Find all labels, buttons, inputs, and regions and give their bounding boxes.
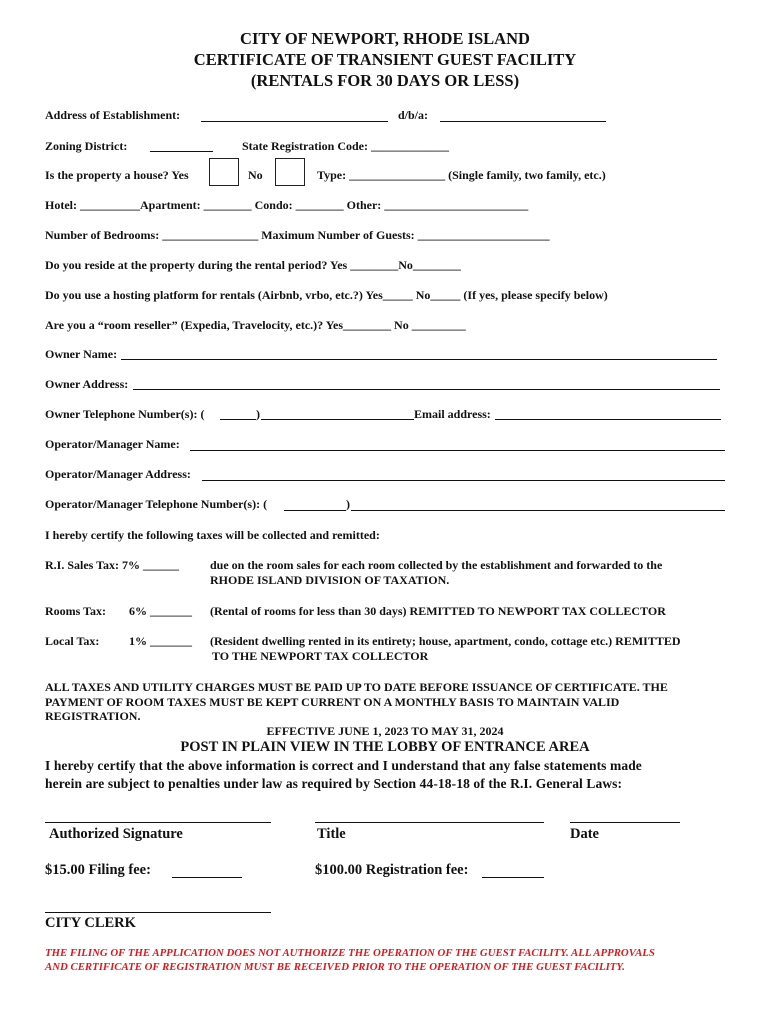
property-category-line[interactable]: Hotel: __________Apartment: ________ Condo: ________ Other: ________________________ [45,198,529,212]
owner-name-label: Owner Name: [45,347,118,361]
hosting-platform-question[interactable]: Do you use a hosting platform for rentals (Airbnb, vrbo, etc.?) Yes_____ No_____ (If yes, please specify below) [45,288,608,302]
date-line[interactable] [570,822,680,823]
zoning-label: Zoning District: [45,139,128,153]
house-no-label: No [248,168,263,182]
title-certificate: CERTIFICATE OF TRANSIENT GUEST FACILITY [193,50,577,69]
operator-phone-field[interactable] [351,510,725,511]
dba-field[interactable] [440,121,606,122]
authorized-signature-label: Authorized Signature [49,826,183,842]
email-label: Email address: [414,407,491,421]
taxes-intro: I hereby certify the following taxes will be collected and remitted: [45,528,380,542]
local-tax-label: Local Tax: [45,634,100,648]
owner-phone-paren: ) [256,407,260,421]
filing-fee-field[interactable] [172,877,242,878]
certify-line-2: herein are subject to penalties under law as required by Section 44-18-18 of the R.I. General Laws: [45,776,623,791]
address-field[interactable] [201,121,388,122]
owner-name-field[interactable] [121,359,717,360]
footer-warning-line-2: AND CERTIFICATE OF REGISTRATION MUST BE RECEIVED PRIOR TO THE OPERATION OF THE GUEST FACILITY. [45,961,625,973]
title-line[interactable] [315,822,544,823]
operator-name-label: Operator/Manager Name: [45,437,180,451]
certify-line-1: I hereby certify that the above information is correct and I understand that any false statements made [45,758,642,773]
house-no-checkbox[interactable] [275,158,305,186]
owner-phone-area-code-field[interactable] [220,419,256,420]
local-tax-description-2: TO THE NEWPORT TAX COLLECTOR [212,649,429,663]
effective-dates: EFFECTIVE JUNE 1, 2023 TO MAY 31, 2024 [266,724,504,738]
room-reseller-question[interactable]: Are you a “room reseller” (Expedia, Travelocity, etc.)? Yes________ No _________ [45,318,466,332]
date-label: Date [570,826,599,842]
operator-name-field[interactable] [190,450,725,451]
address-label: Address of Establishment: [45,108,181,122]
sales-tax-description-2: RHODE ISLAND DIVISION OF TAXATION. [210,573,450,587]
dba-label: d/b/a: [398,108,429,122]
email-field[interactable] [495,419,721,420]
owner-address-field[interactable] [133,389,720,390]
post-notice: POST IN PLAIN VIEW IN THE LOBBY OF ENTRANCE AREA [180,739,590,755]
signature-line[interactable] [45,822,271,823]
sales-tax-description-1: due on the room sales for each room collected by the establishment and forwarded to the [210,558,663,572]
registration-fee-label: $100.00 Registration fee: [315,862,469,878]
rooms-tax-rate[interactable]: 6% _______ [129,604,192,618]
title-label: Title [317,826,346,842]
operator-address-field[interactable] [202,480,725,481]
operator-phone-label: Operator/Manager Telephone Number(s): ( [45,497,268,511]
reside-question[interactable]: Do you reside at the property during the rental period? Yes ________No________ [45,258,461,272]
registration-fee-field[interactable] [482,877,544,878]
house-question-label: Is the property a house? Yes [45,168,189,182]
operator-phone-paren: ) [346,497,350,511]
title-rentals: (RENTALS FOR 30 DAYS OR LESS) [250,71,520,90]
owner-phone-field[interactable] [261,419,414,420]
rooms-tax-description: (Rental of rooms for less than 30 days) REMITTED TO NEWPORT TAX COLLECTOR [210,604,666,618]
notice-line-1: ALL TAXES AND UTILITY CHARGES MUST BE PAID UP TO DATE BEFORE ISSUANCE OF CERTIFICATE. THE [45,680,668,694]
sales-tax-label[interactable]: R.I. Sales Tax: 7% ______ [45,558,180,572]
owner-phone-label: Owner Telephone Number(s): ( [45,407,205,421]
type-label: Type: ________________ (Single family, two family, etc.) [317,168,606,182]
notice-line-2: PAYMENT OF ROOM TAXES MUST BE KEPT CURRENT ON A MONTHLY BASIS TO MAINTAIN VALID [45,695,620,709]
state-registration-label: State Registration Code: _____________ [242,139,449,153]
owner-address-label: Owner Address: [45,377,129,391]
bedrooms-guests-line[interactable]: Number of Bedrooms: ________________ Maximum Number of Guests: ______________________ [45,228,550,242]
local-tax-description-1: (Resident dwelling rented in its entirety; house, apartment, condo, cottage etc.) REMITTED [210,634,681,648]
house-yes-checkbox[interactable] [209,158,239,186]
city-clerk-signature-line[interactable] [45,912,271,913]
footer-warning-line-1: THE FILING OF THE APPLICATION DOES NOT AUTHORIZE THE OPERATION OF THE GUEST FACILITY. ALL APPROVALS [45,947,655,959]
zoning-field[interactable] [150,151,213,152]
operator-address-label: Operator/Manager Address: [45,467,191,481]
rooms-tax-label: Rooms Tax: [45,604,107,618]
title-city: CITY OF NEWPORT, RHODE ISLAND [240,29,530,48]
filing-fee-label: $15.00 Filing fee: [45,862,151,878]
operator-phone-area-code-field[interactable] [284,510,346,511]
city-clerk-label: CITY CLERK [45,915,136,931]
local-tax-rate[interactable]: 1% _______ [129,634,192,648]
notice-line-3: REGISTRATION. [45,709,141,723]
